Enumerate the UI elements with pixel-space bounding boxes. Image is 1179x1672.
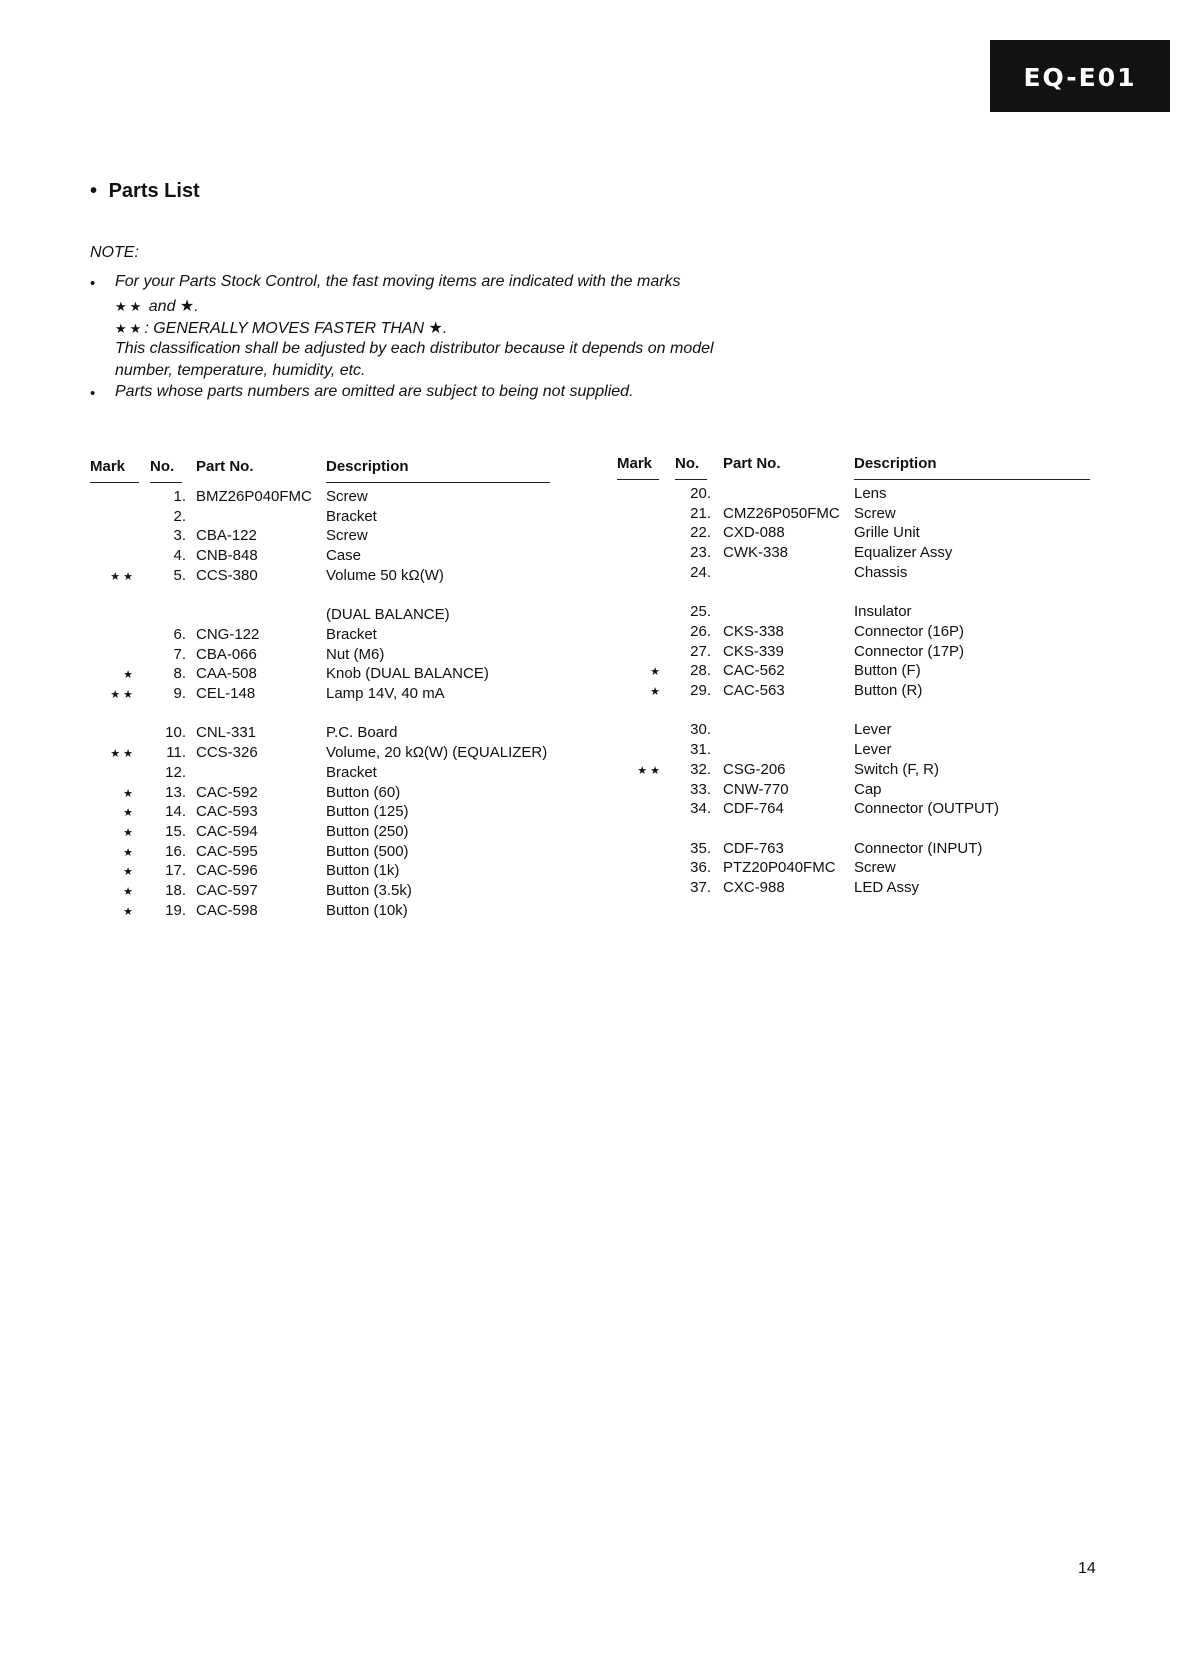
part-description: Bracket [326,763,377,781]
part-description: Button (3.5k) [326,882,412,899]
part-number-index: 17. [165,862,186,880]
note-bullet-2: • [90,385,96,402]
part-description: Lever [854,721,892,739]
part-description: Screw [326,527,368,545]
part-number-index: 3. [173,527,186,545]
part-number-index: 25. [690,603,711,621]
note-line-1: For your Parts Stock Control, the fast moving items are indicated with the marks [115,273,681,290]
part-number: CBA-122 [196,527,257,545]
part-number-index: 11. [166,744,186,762]
header-no: No. [150,458,175,475]
part-number-index: 20. [690,485,711,502]
part-description: Bracket [326,625,377,643]
part-description: Connector (17P) [854,642,965,660]
part-description: (DUAL BALANCE) [326,606,450,624]
part-description: LED Assy [854,879,920,896]
part-number-index: 27. [690,642,711,660]
part-number-index: 33. [690,780,711,798]
note-line-5: number, temperature, humidity, etc. [115,362,366,379]
part-number: CAC-592 [196,783,258,801]
part-description: Button (1k) [326,862,400,880]
note-bullet-1: • [90,275,96,292]
part-number-index: 21. [690,504,711,522]
part-mark: ★ [123,905,136,918]
part-number-index: 35. [690,839,711,857]
part-description: Nut (M6) [326,645,385,663]
part-description: Button (250) [326,822,409,840]
part-description: Button (60) [326,783,401,801]
part-number: CKS-338 [723,622,784,640]
part-number: BMZ26P040FMC [196,488,312,505]
part-description: Switch (F, R) [854,760,940,778]
part-description: Button (F) [854,662,921,680]
note-label: NOTE: [90,244,139,261]
part-number: CAC-563 [723,682,785,699]
part-number-index: 10. [165,724,186,742]
part-number-index: 13. [165,783,186,801]
part-number: CCS-380 [196,566,258,584]
part-number-index: 16. [165,842,186,860]
part-description: Lens [854,485,887,502]
part-description: Volume, 20 kΩ(W) (EQUALIZER) [326,744,548,762]
section-title [90,180,200,203]
part-number: CAC-597 [196,882,258,899]
part-number-index: 5. [173,566,186,584]
note-line-3-stars: ★★ [115,321,145,336]
part-number-index: 30. [690,721,711,739]
part-description: Grille Unit [854,524,920,542]
section-bullet: • [90,180,98,202]
part-number: CAC-596 [196,862,258,880]
part-number-index: 22. [690,524,711,542]
part-mark: ★ [123,826,136,839]
part-description: Cap [854,780,882,798]
part-description: Button (500) [326,842,409,860]
section-title-text: Parts List [108,180,200,202]
part-number-index: 23. [690,544,711,562]
note-line-2-text: and ★. [148,298,199,315]
part-mark: ★ [123,669,136,682]
part-description: Button (10k) [326,901,408,919]
header-rule-mark [617,479,659,480]
part-number: CAC-598 [196,901,258,919]
part-number: CDF-764 [723,800,784,818]
part-description: Chassis [854,563,908,581]
header-rule-description [854,479,1090,480]
header-description: Description [326,458,409,475]
part-number: CBA-066 [196,645,257,663]
part-number: PTZ20P040FMC [723,859,836,877]
part-number-index: 6. [173,625,186,643]
model-badge: EQ-E01 [990,40,1170,112]
part-number: CWK-338 [723,544,789,562]
part-description: Screw [326,488,368,505]
part-number-index: 9. [173,685,186,702]
part-number-index: 1. [173,488,186,505]
part-number: CAC-594 [196,822,258,840]
part-number: CEL-148 [196,685,256,702]
part-description: Screw [854,859,896,877]
part-description: Volume 50 kΩ(W) [326,566,444,584]
note-line-3 [115,318,447,338]
part-number-index: 19. [165,901,186,919]
part-description: Connector (OUTPUT) [854,800,1000,818]
part-number: CNG-122 [196,625,260,643]
part-number-index: 2. [173,507,186,525]
part-number-index: 29. [690,682,711,699]
part-number-index: 31. [690,741,711,759]
part-number: CAC-593 [196,803,258,821]
part-number-index: 18. [165,882,186,899]
part-mark: ★ [650,666,663,679]
header-part-no: Part No. [196,458,254,475]
part-number: CCS-326 [196,744,258,762]
part-mark: ★ [123,866,136,879]
part-number-index: 7. [173,645,186,663]
part-mark: ★★ [110,748,136,761]
part-number-index: 14. [165,803,186,821]
part-number-index: 15. [165,822,186,840]
part-description: P.C. Board [326,724,398,742]
part-description: Knob (DUAL BALANCE) [326,665,489,683]
part-number-index: 36. [690,859,711,877]
part-number: CXC-988 [723,879,785,896]
part-number: CNW-770 [723,780,789,798]
note-line-2-stars: ★★ [115,299,145,314]
part-description: Case [326,547,362,565]
header-no: No. [675,455,700,472]
part-number-index: 4. [173,547,186,565]
header-mark: Mark [90,458,126,475]
page-number: 14 [1078,1560,1096,1577]
header-rule-description [326,482,550,483]
part-number: CAC-562 [723,662,785,680]
part-mark: ★ [123,886,136,898]
header-rule-no [150,482,182,483]
header-part-no: Part No. [723,455,781,472]
note-line-6: Parts whose parts numbers are omitted are subject to being not supplied. [115,383,634,400]
part-number-index: 34. [690,800,711,818]
note-line-4: This classification shall be adjusted by each distributor because it depends on model [115,340,714,357]
part-description: Button (125) [326,803,409,821]
part-description: Screw [854,504,896,522]
part-number-index: 8. [173,665,186,683]
part-mark: ★ [123,807,136,820]
part-description: Button (R) [854,682,923,699]
part-number: CKS-339 [723,642,784,660]
part-mark: ★★ [110,570,136,583]
note-line-3-text: : GENERALLY MOVES FASTER THAN ★. [144,320,448,337]
part-description: Lamp 14V, 40 mA [326,685,445,702]
part-number: CAC-595 [196,842,258,860]
header-rule-mark [90,482,139,483]
part-number: CDF-763 [723,839,784,857]
part-mark: ★ [650,686,663,698]
part-number: CAA-508 [196,665,257,683]
part-number-index: 26. [690,622,711,640]
part-number-index: 12. [165,763,186,781]
part-number: CNB-848 [196,547,258,565]
part-description: Bracket [326,507,377,525]
part-mark: ★ [123,787,136,800]
part-number-index: 32. [690,760,711,778]
part-mark: ★ [123,846,136,859]
header-mark: Mark [617,455,653,472]
part-number: CMZ26P050FMC [723,504,840,522]
header-rule-no [675,479,707,480]
part-number: CXD-088 [723,524,785,542]
part-number: CSG-206 [723,760,786,778]
part-mark: ★★ [637,764,663,777]
part-number-index: 37. [690,879,711,896]
part-number-index: 28. [690,662,711,680]
part-description: Insulator [854,603,912,621]
part-mark: ★★ [110,689,136,701]
part-number: CNL-331 [196,724,257,742]
part-description: Equalizer Assy [854,544,953,562]
header-description: Description [854,455,937,472]
part-description: Connector (INPUT) [854,839,983,857]
part-description: Lever [854,741,892,759]
part-description: Connector (16P) [854,622,965,640]
note-line-2 [115,296,199,316]
part-number-index: 24. [690,563,711,581]
